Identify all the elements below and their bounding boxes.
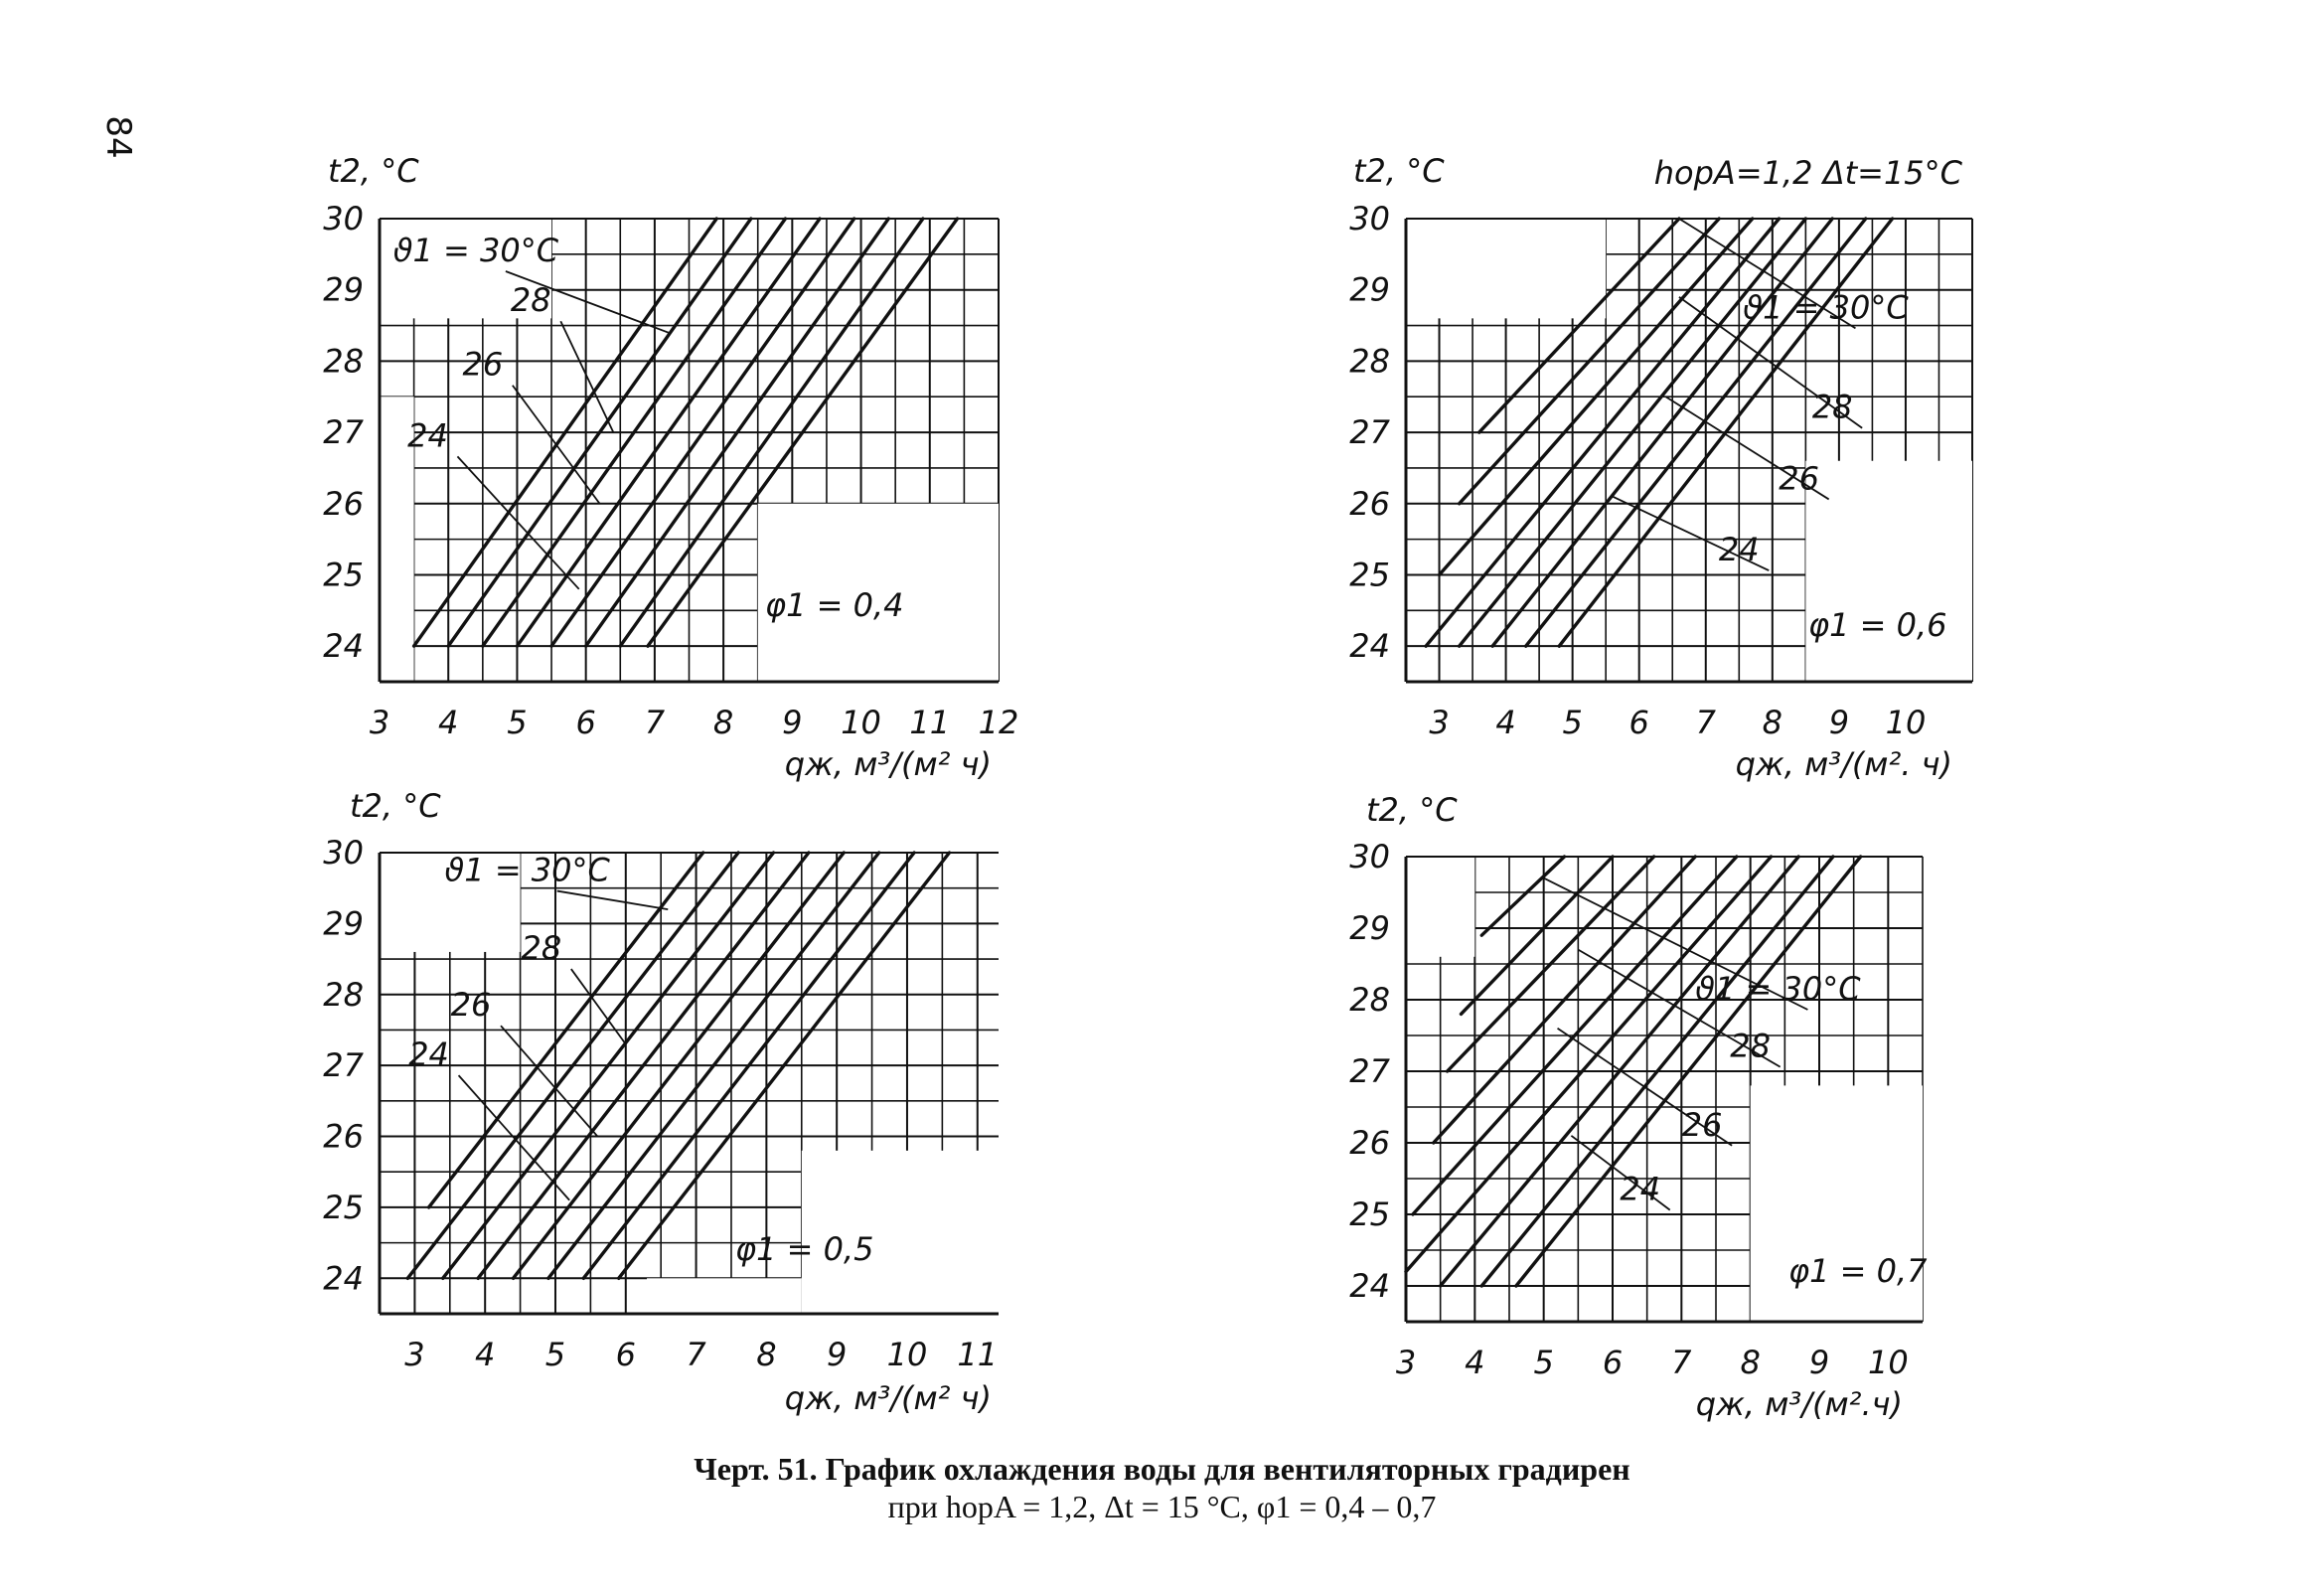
blank-region xyxy=(1406,857,1474,957)
line-label: ϑ1 = 30°C xyxy=(1695,970,1861,1008)
x-tick-label: 7 xyxy=(686,1336,706,1373)
chart-title: hорA=1,2 Δt=15°C xyxy=(1653,154,1962,192)
blank-region xyxy=(1406,219,1606,318)
y-tick-label: 26 xyxy=(1349,1124,1390,1162)
x-tick-label: 10 xyxy=(1885,704,1927,741)
x-tick-label: 7 xyxy=(644,704,666,741)
x-tick-label: 5 xyxy=(544,1336,566,1373)
x-tick-label: 4 xyxy=(1495,704,1516,741)
x-tick-label: 10 xyxy=(886,1336,928,1373)
x-axis-label: qж, м³/(м².ч) xyxy=(1695,1385,1903,1423)
y-tick-label: 29 xyxy=(1349,270,1390,309)
x-tick-label: 4 xyxy=(1465,1344,1485,1381)
y-tick-label: 30 xyxy=(1349,838,1390,875)
x-tick-label: 8 xyxy=(1740,1344,1761,1381)
y-tick-label: 29 xyxy=(323,270,364,309)
x-tick-label: 5 xyxy=(507,704,528,741)
y-tick-label: 24 xyxy=(323,1259,364,1298)
y-tick-label: 24 xyxy=(1349,627,1390,666)
phi-label: φ1 = 0,5 xyxy=(735,1230,874,1268)
x-tick-label: 9 xyxy=(782,704,803,741)
chart-phi06 xyxy=(1349,152,1972,783)
line-label: 28 xyxy=(1730,1027,1772,1065)
y-tick-label: 27 xyxy=(323,413,364,452)
line-label: ϑ1 = 30°C xyxy=(392,232,559,270)
x-tick-label: 6 xyxy=(615,1336,636,1373)
x-axis-label: qж, м³/(м². ч) xyxy=(1735,745,1952,783)
x-tick-label: 12 xyxy=(978,704,1019,741)
x-tick-label: 11 xyxy=(909,704,951,741)
x-tick-label: 9 xyxy=(1808,1344,1830,1381)
x-tick-label: 6 xyxy=(1628,704,1649,741)
phi-label: φ1 = 0,7 xyxy=(1788,1252,1928,1290)
line-label: 24 xyxy=(407,416,448,455)
line-label: 26 xyxy=(1779,459,1820,498)
y-tick-label: 30 xyxy=(323,834,364,872)
line-label: 26 xyxy=(450,986,492,1025)
leader-line xyxy=(501,1026,597,1136)
x-tick-label: 9 xyxy=(1828,704,1850,741)
y-axis-label: t2, °C xyxy=(350,787,441,825)
y-axis-label: t2, °C xyxy=(1366,791,1458,829)
chart-phi05 xyxy=(323,787,999,1417)
y-axis-label: t2, °C xyxy=(1353,152,1445,190)
x-tick-label: 11 xyxy=(957,1336,999,1373)
x-tick-label: 3 xyxy=(1429,704,1450,741)
line-label: 24 xyxy=(408,1035,449,1074)
x-tick-label: 9 xyxy=(826,1336,848,1373)
phi-label: φ1 = 0,4 xyxy=(765,586,904,624)
y-tick-label: 28 xyxy=(1349,981,1390,1019)
blank-region xyxy=(1805,461,1972,682)
x-tick-label: 3 xyxy=(369,704,390,741)
line-label: 26 xyxy=(462,345,504,384)
y-axis-label: t2, °C xyxy=(328,152,419,190)
x-tick-label: 8 xyxy=(1762,704,1783,741)
y-tick-label: 25 xyxy=(323,1188,364,1226)
phi-label: φ1 = 0,6 xyxy=(1808,606,1947,644)
y-tick-label: 26 xyxy=(1349,484,1390,523)
y-tick-label: 27 xyxy=(323,1046,364,1085)
y-tick-label: 28 xyxy=(323,975,364,1014)
x-tick-label: 10 xyxy=(1867,1344,1909,1381)
line-label: 26 xyxy=(1681,1105,1723,1144)
x-tick-label: 5 xyxy=(1533,1344,1554,1381)
chart-phi07 xyxy=(1349,791,1928,1423)
x-tick-label: 6 xyxy=(575,704,596,741)
line-label: ϑ1 = 30°C xyxy=(444,851,610,889)
x-tick-label: 6 xyxy=(1602,1344,1624,1381)
line-label: 28 xyxy=(1811,388,1853,426)
leader-line xyxy=(557,891,669,910)
caption-title: Черт. 51. График охлаждения воды для вентиляторных градирен xyxy=(694,1451,1630,1487)
y-tick-label: 30 xyxy=(1349,200,1390,238)
x-tick-label: 7 xyxy=(1671,1344,1692,1381)
caption-line-1 xyxy=(0,1451,2324,1488)
x-axis-label: qж, м³/(м² ч) xyxy=(784,745,992,783)
x-tick-label: 8 xyxy=(756,1336,777,1373)
y-tick-label: 25 xyxy=(1349,1195,1390,1233)
line-label: 28 xyxy=(510,281,551,320)
x-tick-label: 4 xyxy=(438,704,459,741)
y-tick-label: 24 xyxy=(1349,1267,1390,1305)
y-tick-label: 26 xyxy=(323,1117,364,1156)
leader-line xyxy=(457,456,578,588)
x-tick-label: 5 xyxy=(1562,704,1583,741)
series-line-1 xyxy=(1481,857,1564,935)
line-label: 28 xyxy=(521,929,562,968)
y-tick-label: 29 xyxy=(1349,909,1390,947)
y-tick-label: 25 xyxy=(1349,556,1390,594)
line-label: ϑ1 = 30°C xyxy=(1743,288,1909,327)
y-tick-label: 28 xyxy=(1349,342,1390,381)
blank-region xyxy=(647,1278,802,1314)
x-tick-label: 7 xyxy=(1695,704,1716,741)
y-tick-label: 25 xyxy=(323,556,364,594)
y-tick-label: 28 xyxy=(323,342,364,381)
x-tick-label: 4 xyxy=(475,1336,496,1373)
y-tick-label: 24 xyxy=(323,627,364,666)
line-label: 24 xyxy=(1718,531,1760,569)
y-tick-label: 30 xyxy=(323,200,364,238)
y-tick-label: 26 xyxy=(323,484,364,523)
x-tick-label: 3 xyxy=(404,1336,425,1373)
page-number: 84 xyxy=(98,115,138,159)
x-tick-label: 8 xyxy=(712,704,734,741)
line-label: 24 xyxy=(1620,1170,1661,1208)
x-axis-label: qж, м³/(м² ч) xyxy=(784,1379,992,1417)
caption-line-2: при hорA = 1,2, Δt = 15 °C, φ1 = 0,4 – 0,7 xyxy=(887,1489,1437,1524)
y-tick-label: 29 xyxy=(323,904,364,943)
x-tick-label: 10 xyxy=(841,704,881,741)
y-tick-label: 27 xyxy=(1349,1052,1390,1090)
y-tick-label: 27 xyxy=(1349,413,1390,452)
x-tick-label: 3 xyxy=(1395,1344,1417,1381)
chart-phi04 xyxy=(323,152,1018,783)
